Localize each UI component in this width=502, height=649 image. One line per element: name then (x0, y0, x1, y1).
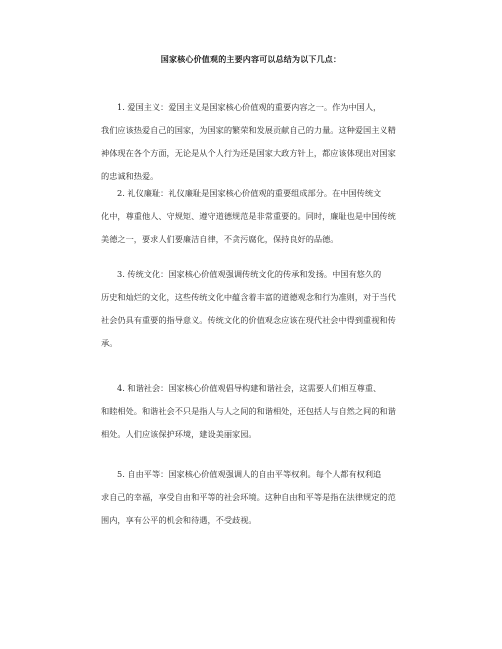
document-title: 国家核心价值观的主要内容可以总结为以下几点： (160, 54, 342, 64)
paragraph-line: 求自己的幸福，享受自由和平等的社会环境。这种自由和平等是指在法律规定的范 (101, 492, 396, 502)
paragraph-line: 围内，享有公平的机会和待遇，不受歧视。 (101, 515, 257, 525)
paragraph-line: 的忠诚和热爱。 (101, 171, 159, 181)
section-traditional-culture (101, 263, 407, 355)
paragraph-line: 4. 和谐社会：国家核心价值观倡导构建和谐社会，这需要人们相互尊重、 (117, 383, 382, 393)
paragraph-line: 2. 礼仪廉耻：礼仪廉耻是国家核心价值观的重要组成部分。在中国传统文 (117, 188, 382, 198)
paragraph-line: 我们应该热爱自己的国家，为国家的繁荣和发展贡献自己的力量。这种爱国主义精 (101, 125, 396, 135)
paragraph-line: 相处。人们应该保护环境，建设美丽家园。 (101, 429, 257, 439)
paragraph-line: 社会仍具有重要的指导意义。传统文化的价值观念应该在现代社会中得到重视和传 (101, 315, 396, 325)
section-etiquette (101, 182, 407, 251)
section-freedom-equality (101, 463, 407, 532)
paragraph-line: 5. 自由平等：国家核心价值观强调人的自由平等权利。每个人都有权利追 (117, 469, 382, 479)
paragraph-line: 1. 爱国主义：爱国主义是国家核心价值观的重要内容之一。作为中国人， (117, 102, 382, 112)
paragraph-line: 神体现在各个方面，无论是从个人行为还是国家大政方针上，都应该体现出对国家 (101, 148, 396, 158)
paragraph-line: 承。 (101, 338, 118, 348)
paragraph-line: 和睦相处。和谐社会不只是指人与人之间的和谐相处，还包括人与自然之间的和谐 (101, 406, 396, 416)
section-harmonious-society (101, 377, 407, 446)
paragraph-line: 历史和灿烂的文化，这些传统文化中蕴含着丰富的道德观念和行为准则，对于当代 (101, 292, 396, 302)
paragraph-line: 化中，尊重他人、守规矩、遵守道德规范是非常重要的。同时，廉耻也是中国传统 (101, 211, 396, 221)
paragraph-line: 3. 传统文化：国家核心价值观强调传统文化的传承和发扬。中国有悠久的 (117, 269, 382, 279)
section-patriotism (101, 96, 407, 188)
paragraph-line: 美德之一，要求人们要廉洁自律，不贪污腐化，保持良好的品德。 (101, 234, 339, 244)
